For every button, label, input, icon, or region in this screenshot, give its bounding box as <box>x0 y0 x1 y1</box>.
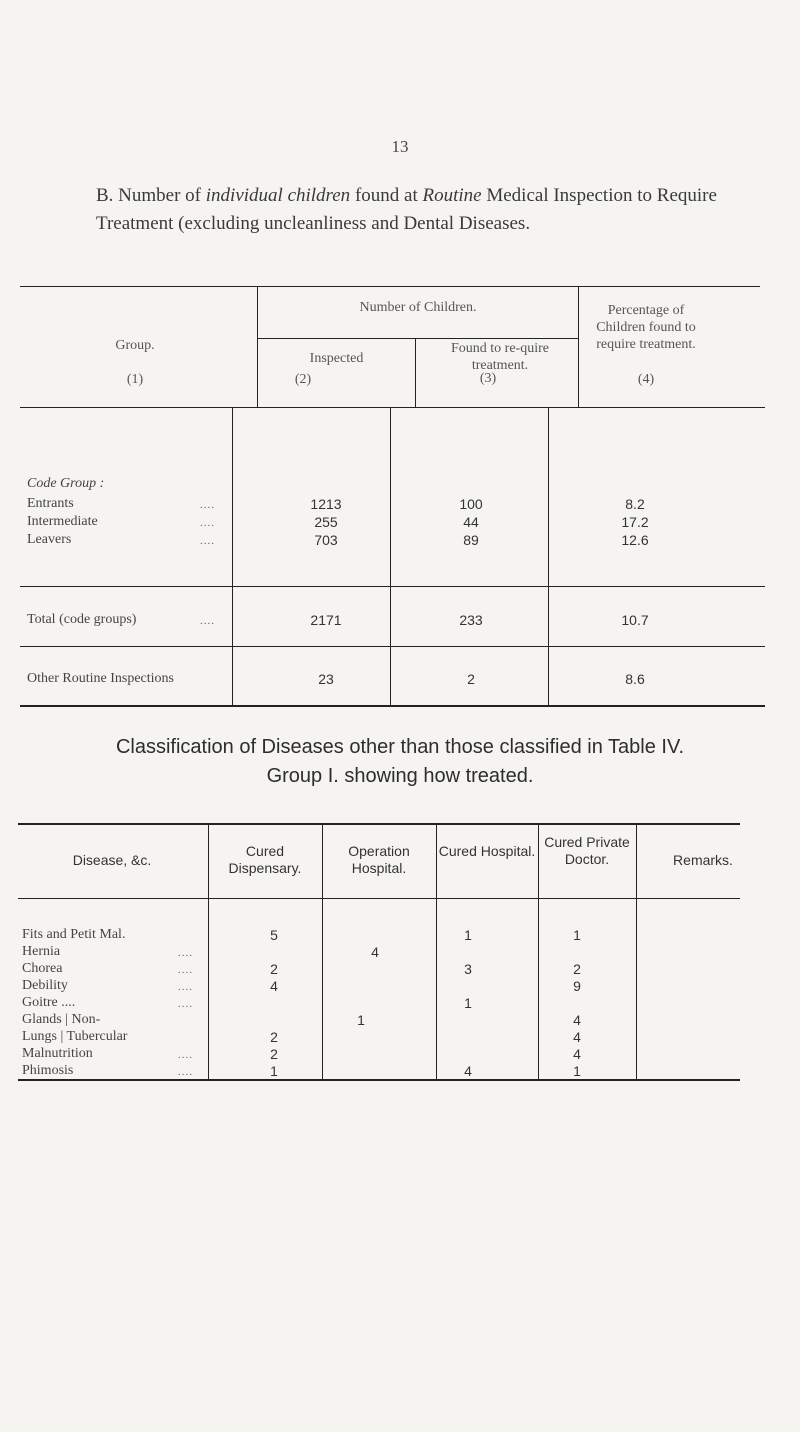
section-c-heading <box>0 733 800 791</box>
heading-b-middle: found at <box>350 185 423 206</box>
row-entrants-group: Entrants <box>27 496 74 511</box>
goitre-dots: .... <box>178 998 193 1010</box>
header-percentage: Percentage of Children found to require treatment. <box>596 303 696 352</box>
page-number: 13 <box>391 137 409 156</box>
table-c-col3-rule <box>436 824 437 1080</box>
section-c-title-line-2: Group I. showing how treated. <box>266 765 534 787</box>
phimosis-hospital: 4 <box>464 1063 472 1079</box>
header-found-num: (3) <box>479 371 497 386</box>
phimosis-private: 1 <box>573 1063 581 1079</box>
section-c-title-line-1: Classification of Diseases other than those classified in Table IV. <box>115 736 685 758</box>
row-total-dots: .... <box>200 615 215 627</box>
heading-b-italic-2: Routine <box>422 185 482 206</box>
disease-chorea: Chorea <box>22 961 63 976</box>
table-c-header-rule <box>18 898 740 899</box>
debility-dispensary: 4 <box>270 978 278 994</box>
disease-goitre: Goitre .... <box>22 995 76 1010</box>
row-entrants-dots: .... <box>200 499 215 511</box>
row-intermediate-inspected: 255 <box>314 514 338 530</box>
header-operation-hospital: Operation Hospital. <box>348 843 410 876</box>
disease-lungs: Lungs | Tubercular <box>22 1029 128 1044</box>
table-b-other-top-rule <box>20 646 765 647</box>
table-b-header-rule <box>20 407 765 408</box>
row-other-group: Other Routine Inspections <box>27 671 174 686</box>
header-inspected-num: (2) <box>294 372 312 387</box>
table-b-col3-rule <box>578 286 579 408</box>
lungs-dispensary: 2 <box>270 1029 278 1045</box>
row-leavers-group: Leavers <box>27 532 72 547</box>
table-b-col3-rule-body <box>548 408 549 706</box>
goitre-hospital: 1 <box>464 995 472 1011</box>
header-number-of-children: Number of Children. <box>359 300 477 315</box>
row-leavers-percentage: 12.6 <box>621 532 649 548</box>
heading-b-italic-1: individual children <box>205 185 351 206</box>
lungs-private: 4 <box>573 1029 581 1045</box>
fits-hospital: 1 <box>464 927 472 943</box>
table-c-bottom-rule <box>18 1079 740 1081</box>
chorea-dots: .... <box>178 964 193 976</box>
header-percentage-num: (4) <box>637 372 655 387</box>
fits-private: 1 <box>573 927 581 943</box>
chorea-private: 2 <box>573 961 581 977</box>
chorea-dispensary: 2 <box>270 961 278 977</box>
disease-malnutrition: Malnutrition <box>22 1046 93 1061</box>
table-c-col5-rule <box>636 824 637 1080</box>
row-intermediate-dots: .... <box>200 517 215 529</box>
code-group-label: Code Group : <box>27 476 105 491</box>
row-total-percentage: 10.7 <box>621 612 649 628</box>
header-inspected: Inspected <box>309 351 364 366</box>
header-disease: Disease, &c. <box>72 852 152 868</box>
table-c-col4-rule <box>538 824 539 1080</box>
malnutrition-dots: .... <box>178 1049 193 1061</box>
table-b-col2-rule-body <box>390 408 391 706</box>
row-intermediate-found: 44 <box>463 514 479 530</box>
disease-phimosis: Phimosis <box>22 1063 74 1078</box>
disease-glands: Glands | Non- <box>22 1012 101 1027</box>
table-c-top-rule <box>18 823 740 825</box>
row-total-inspected: 2171 <box>310 612 342 628</box>
table-c-col2-rule <box>322 824 323 1080</box>
heading-b-suffix: Medical Inspection to Require Treatment (excluding uncleanliness and Dental Diseases. <box>96 185 717 234</box>
table-b-total-top-rule <box>20 586 765 587</box>
glands-operation: 1 <box>357 1012 365 1028</box>
malnutrition-private: 4 <box>573 1046 581 1062</box>
table-b-top-rule <box>20 286 760 287</box>
disease-fits: Fits and Petit Mal. <box>22 927 126 942</box>
row-leavers-inspected: 703 <box>314 532 338 548</box>
hernia-dots: .... <box>178 947 193 959</box>
row-intermediate-percentage: 17.2 <box>621 514 649 530</box>
phimosis-dispensary: 1 <box>270 1063 278 1079</box>
debility-dots: .... <box>178 981 193 993</box>
malnutrition-dispensary: 2 <box>270 1046 278 1062</box>
row-leavers-dots: .... <box>200 535 215 547</box>
table-b-bottom-rule <box>20 705 765 707</box>
row-other-inspected: 23 <box>318 671 334 687</box>
header-group: Group. <box>115 338 155 353</box>
row-other-percentage: 8.6 <box>625 671 645 687</box>
heading-b-prefix: B. Number of <box>96 185 206 206</box>
row-other-found: 2 <box>467 671 475 687</box>
row-entrants-inspected: 1213 <box>310 496 342 512</box>
header-cured-hospital: Cured Hospital. <box>438 843 536 859</box>
table-b-sub-rule <box>258 338 578 339</box>
disease-hernia: Hernia <box>22 944 61 959</box>
chorea-hospital: 3 <box>464 961 472 977</box>
header-remarks: Remarks. <box>673 852 733 868</box>
phimosis-dots: .... <box>178 1066 193 1078</box>
disease-debility: Debility <box>22 978 68 993</box>
glands-private: 4 <box>573 1012 581 1028</box>
row-entrants-found: 100 <box>459 496 483 512</box>
header-found: Found to re-quire treatment. <box>451 341 549 373</box>
header-cured-private: Cured Private Doctor. <box>544 834 630 867</box>
row-total-found: 233 <box>459 612 483 628</box>
row-total-group: Total (code groups) <box>27 612 137 627</box>
table-c-col1-rule <box>208 824 209 1080</box>
row-leavers-found: 89 <box>463 532 479 548</box>
row-intermediate-group: Intermediate <box>27 514 98 529</box>
table-b-col1-rule-body <box>232 408 233 706</box>
header-group-num: (1) <box>126 372 144 387</box>
hernia-operation: 4 <box>371 944 379 960</box>
debility-private: 9 <box>573 978 581 994</box>
row-entrants-percentage: 8.2 <box>625 496 645 512</box>
table-b-col2-rule <box>415 338 416 408</box>
header-cured-dispensary: Cured Dispensary. <box>228 843 302 876</box>
fits-dispensary: 5 <box>270 927 278 943</box>
